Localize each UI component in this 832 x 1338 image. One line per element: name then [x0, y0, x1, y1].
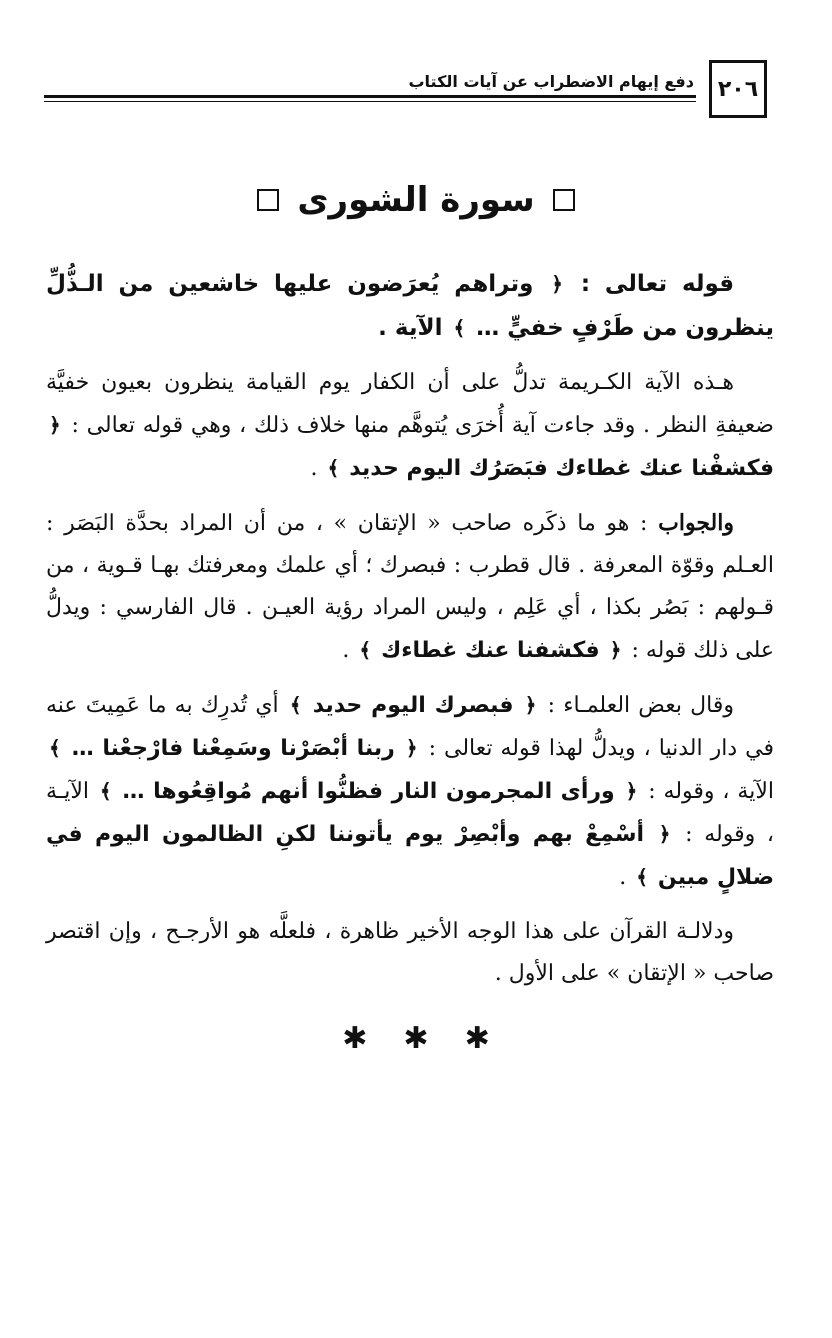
verse-tail: الآية . — [378, 315, 443, 341]
ornate-bracket-close-icon: ﴾ — [49, 736, 61, 760]
ornate-bracket-open-icon: ﴿ — [658, 822, 671, 846]
quran-verse: وتراهم يُعرَضون عليها خاشعين من الـذُّلِّ ينظرون من طَرْفٍ خفيٍّ … — [46, 271, 774, 341]
paragraph-text: الآية ، وقوله : — [648, 779, 774, 804]
ornate-bracket-close-icon: ﴾ — [99, 779, 112, 803]
paragraph-text: وقال بعض العلمـاء : — [547, 693, 734, 718]
quran-verse: ربنا أبْصَرْنا وسَمِعْنا فارْجعْنا … — [71, 736, 395, 761]
quran-verse: فكشفْنا عنك غطاءك فبَصَرُك اليوم حديد — [349, 456, 774, 481]
section-end-stars — [0, 1018, 832, 1058]
paragraph-lead: والجواب — [658, 510, 735, 536]
quran-verse: فكشفنا عنك غطاءك — [381, 638, 600, 663]
ornate-bracket-close-icon: ﴾ — [327, 456, 340, 480]
ornate-bracket-open-icon: ﴿ — [551, 272, 563, 296]
paragraph-scholars — [46, 684, 774, 899]
ornate-bracket-open-icon: ﴿ — [625, 779, 638, 803]
paragraph-answer — [46, 502, 774, 672]
paragraph-verse-quote — [46, 262, 774, 350]
quran-verse: أسْمِعْ بهم وأبْصِرْ يوم يأتوننا لكنِ الظالمون اليوم في ضلالٍ مبين — [46, 822, 774, 890]
quran-verse: فبصرك اليوم حديد — [312, 693, 514, 718]
ornate-bracket-open-icon: ﴿ — [49, 413, 61, 437]
asterisk-icon: ✱ — [342, 1020, 368, 1056]
ornate-bracket-close-icon: ﴾ — [636, 865, 648, 889]
paragraph-text: هـذه الآية الكـريمة تدلُّ على أن الكفار يوم القيامة ينظرون بعيون خفيَّة ضعيفةِ النظر . وقد جاءت آية أُخرَى يُتوهَّم منها خلاف ذلك ، وهي قوله تعالى : — [46, 370, 774, 438]
paragraph-problem — [46, 362, 774, 490]
ornate-bracket-close-icon: ﴾ — [289, 693, 302, 717]
header-rule-thick — [44, 95, 696, 98]
sentence-end: . — [342, 638, 350, 663]
asterisk-icon: ✱ — [403, 1020, 429, 1056]
paragraph-text: أي تُدرِك به ما عَمِيتَ عنه في دار الدنيا ، ويدلُّ لهذا قوله تعالى : — [46, 693, 775, 761]
paragraph-conclusion — [46, 911, 774, 995]
paragraph-text: الآيـة ، وقوله : — [46, 779, 774, 847]
paragraph-text: : هو ما ذكَره صاحب « الإتقان » ، من أن المراد بحدَّة البَصَر : العـلم وقوّة المعرفة . قال قطرب : فبصرك ؛ أي علمك ومعرفتك بهـا قـوية ، من قـولهم : بَصُر بكذا ، أي عَلِم ، وليس المراد رؤية العيـن . قال الفارسي : ويدلُّ على ذلك قوله : — [46, 511, 774, 663]
sentence-end: . — [619, 865, 627, 890]
quran-verse: ورأى المجرمون النار فظنُّوا أنهم مُواقِعُوها … — [122, 779, 615, 804]
sentence-end: . — [310, 456, 318, 481]
header-rule-thin — [44, 101, 696, 102]
square-ornament-icon — [257, 189, 279, 211]
ornate-bracket-open-icon: ﴿ — [609, 638, 622, 662]
ornate-bracket-close-icon: ﴾ — [453, 316, 466, 340]
page-body — [46, 262, 774, 995]
page-number: ٢٠٦ — [709, 60, 767, 118]
ornate-bracket-open-icon: ﴿ — [524, 693, 537, 717]
square-ornament-icon — [553, 189, 575, 211]
running-header-title: دفع إيهام الاضطراب عن آيات الكتاب — [408, 72, 694, 91]
ornate-bracket-close-icon: ﴾ — [359, 638, 372, 662]
paragraph-text: ودلالـة القرآن على هذا الوجه الأخير ظاهرة ، فلعلَّه هو الأرجـح ، وإن اقتصر صاحب « الإتقان » على الأول . — [46, 919, 774, 986]
ornate-bracket-open-icon: ﴿ — [405, 736, 418, 760]
surah-heading — [0, 172, 832, 228]
surah-title: سورة الشورى — [297, 180, 535, 220]
paragraph-lead: قوله تعالى : — [580, 271, 735, 297]
asterisk-icon: ✱ — [464, 1020, 490, 1056]
